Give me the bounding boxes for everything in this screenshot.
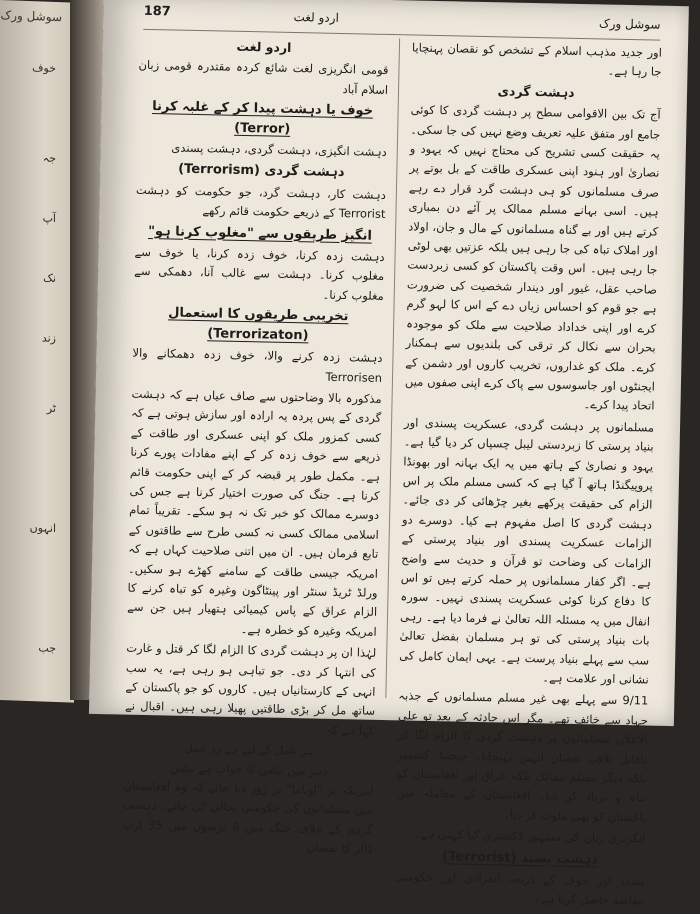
entry-heading: خوف یا دہشت پیدا کر کے غلبہ کرنا (Terror) [152,99,374,137]
paragraph: مذکورہ بالا وضاحتوں سے صاف عیاں ہے کہ دہشت گردی کے پس پردہ یہ ارادہ اور سازش ہوتی ہے کہ کسی کمزور ملک کو اپنی عسکری اور طاقت کے ذریعے سے خوف زدہ کر کے اپنے مفادات پورے کرنا ہے۔ مکمل طور پر قبضہ کر کے اپنی حکومت قائم کرنا ہے۔ جنگ کی صورت اختیار کرنا ہے جس کی دوسرے ممالک کو خبر تک نہ ہو سکے۔ تقریباً تمام اسلامی ممالک کسی نہ کسی طرح سے طاقتوں کے تابع فرمان ہیں۔ ان میں اتنی صلاحیت کہاں ہے کہ امریکہ جیسی طاقت کے سامنے کھڑے ہو سکیں۔ ورلڈ ٹریڈ سنٹر اور پینٹاگون وغیرہ کو تباہ کرنے کا الزام عراق کے پاس کیمیائی ہتھیار ہیں جن سے امریکہ وغیرہ کو خطرہ ہے۔ [127,386,382,639]
verse-line: ہر عمل کے لیے ہے رد عمل [184,741,315,758]
source-line: قومی انگریزی لغت شائع کردہ مقتدرہ قومی زبان اسلام آباد [138,58,389,97]
paragraph: 9/11 سے پہلے بھی غیر مسلم مسلمانوں کے جذبہ جہاد سے خائف تھے۔ مگر اس حادثہ کے بعد تو علی الاعلان مسلمانوں پر دہشت گردی کا الزام لگا کر ناقابل تلافی نقصان انہیں پہنچایا۔ چیچنیا، کشمیر بلکہ دیگر مسلم ممالک بلکہ عراق اور افغانستان کو تباہ و برباد کر دیا۔ افغانستان کے معاملہ میں پاکستان کو بھی ملوث کر دیا۔ [396,688,649,825]
entry-text: دہشت زدہ کرنا، خوف زدہ کرنا، یا خوف سے مغلوب کرنا۔ دہشت سے غالب آنا، دھمکی سے مغلوب کرنا۔ [134,244,385,303]
left-page-fragment: نک [43,271,56,285]
left-page-header: سوشل ورک [0,8,62,25]
entry-heading: انگیز طریقوں سے "مغلوب کرنا ہو" [147,223,373,244]
left-page-fragment: زند [41,331,56,345]
entry-heading: دہشت گردی (Terrorism) [178,162,345,181]
paragraph: انگریزی زبان کی مشہور ڈکشنری کیا کہتی ہے۔ [414,826,646,846]
entry-text: دہشت زدہ کرنے والا، خوف زدہ دھمکانے والا Terrorisen [132,345,383,385]
right-column [394,38,662,913]
paragraph: مسلمانوں پر دہشت گردی، عسکریت پسندی اور بنیاد پرستی کا زبردستی لیبل چسپاں کر دیا گیا ہے۔ یہود و نصاریٰ کے ہاتھ میں یہ ایک بہانہ اور بھونڈا پروپیگنڈا ہاتھ آ گیا ہے کہ کسی مسلم ملک پر اس الزام کی حقیقت پرکھے بغیر چڑھائی کر دی جائے۔ دہشت گردی کا اصل مفہوم ہے کیا۔ دوسرے دو الزامات عسکریت پسندی اور بنیاد پرستی کے الزامات کی وضاحت تو قرآن و حدیث سے واضح ہے۔ اگر کفار مسلمانوں پر حملہ کرتے ہیں تو اس کا دفاع کرنا کوئی عسکریت پسندی نہیں۔ سورہ انفال میں یہ مسئلہ اللہ تعالیٰ نے فرما دیا ہے۔ رہی بات بنیاد پرستی کی تو ہر مسلمان بفضل تعالیٰ سب سے پہلے بنیاد پرست ہے۔ یہی ایمان کامل کی نشانی اور علامت ہے۔ [399,415,655,687]
left-page-fragment: ٹر [46,401,56,415]
paragraph: تشدد اور خوف کے ذریعہ انفرادی اور حکومتی مقاصد حاصل کرنا ہے۔ [394,869,645,908]
entry-text: دہشت انگیزی، دہشت گردی، دہشت پسندی [171,140,387,159]
right-page [89,0,689,908]
column-title: اردو لغت [236,38,292,55]
entry-text: دہشت کار، دہشت گرد، جو حکومت کو دہشت Terrorist کے ذریعے حکومت قائم رکھے [135,182,387,222]
paragraph: آج تک بین الاقوامی سطح پر دہشت گردی کا کوئی جامع اور متفق علیہ تعریف وضع نہیں کی جا سکی۔ یہ حقیقت کسی تشریح کی محتاج نہیں کہ یہود و نصاریٰ اور ہنود اپنی عسکری طاقت کے بل بوتے پر صرف مسلمانوں کو ہی دہشت گرد قرار دے رہے ہیں۔ اسی بہانے مسلم ممالک پر آئے دن بمباری کرتے ہیں اور بے گناہ مسلمانوں کے مال و جان، اولاد اور املاک تباہ کی جا رہی ہیں بلکہ عزتیں بھی لوٹی جا رہی ہیں۔ اس وقت پاکستان کو کسی زبردست صاحب عقل، غیور اور دیندار شخصیت کی ضرورت ہے جو قوم کو احساس زیاں دے کے اس کا لہو گرم کرے اور اپنی خداداد صلاحیت سے ملک کو موجودہ بحران سے نکال کر ترقی کی بلندیوں سے ہمکنار کرے۔ ملک کو غداروں، تخریب کاروں اور دشمن کے ایجنٹوں اور جاسوسوں سے پاک کرے اپنی صفوں میں اتحاد پیدا کرے۔ [404,102,661,413]
top-line: اور جدید مذہب اسلام کے تشخص کو نقصان پہنچایا جا رہا ہے۔ [411,40,663,80]
left-page-fragment: انہوں [29,521,56,535]
paragraph: امریکہ پر "اوباما" پر زور دیا جائے کہ وہ افغانستان میں مسلمانوں کی حکومتی بحالی کی جائے۔ دہشت گردی کے خلاف جنگ میں 8 برسوں میں 35 ارب ڈالر کا نقصان [122,778,374,857]
left-page-edge [0,0,74,703]
left-page-fragment: آپ [42,211,56,225]
page-number: 187 [143,3,171,20]
section-title: اردو لغت [293,9,340,25]
left-page-fragment: جہ [42,151,56,165]
paragraph: لہٰذا ان پر دہشت گردی کا الزام لگا کر قتل و غارت کی انتہا کر دی۔ جو تباہی ہو رہی ہے، یہ سب انہی کے کارستانیاں ہیں۔ کاروں کو جو پاکستان کے ساتھ مل کر بڑی طاقتیں پھیلا رہی ہیں۔ اقبال نے کہا ہے کہ [124,640,377,738]
left-page-fragment: خوف [32,61,56,75]
running-head: سوشل ورک [598,16,661,32]
verse-line: دہر میں نیٹس کا جواب ہے نیٹس [169,760,328,778]
left-column [122,33,389,862]
column-divider [385,38,400,698]
subheading: دہشت پسند (Terrorist) [442,848,598,868]
entry-heading: تخریبی طریقوں کا استعمال (Terrorizaton) [168,305,349,344]
section-heading: دہشت گردی [497,83,575,100]
left-page-fragment: جب [38,641,56,655]
